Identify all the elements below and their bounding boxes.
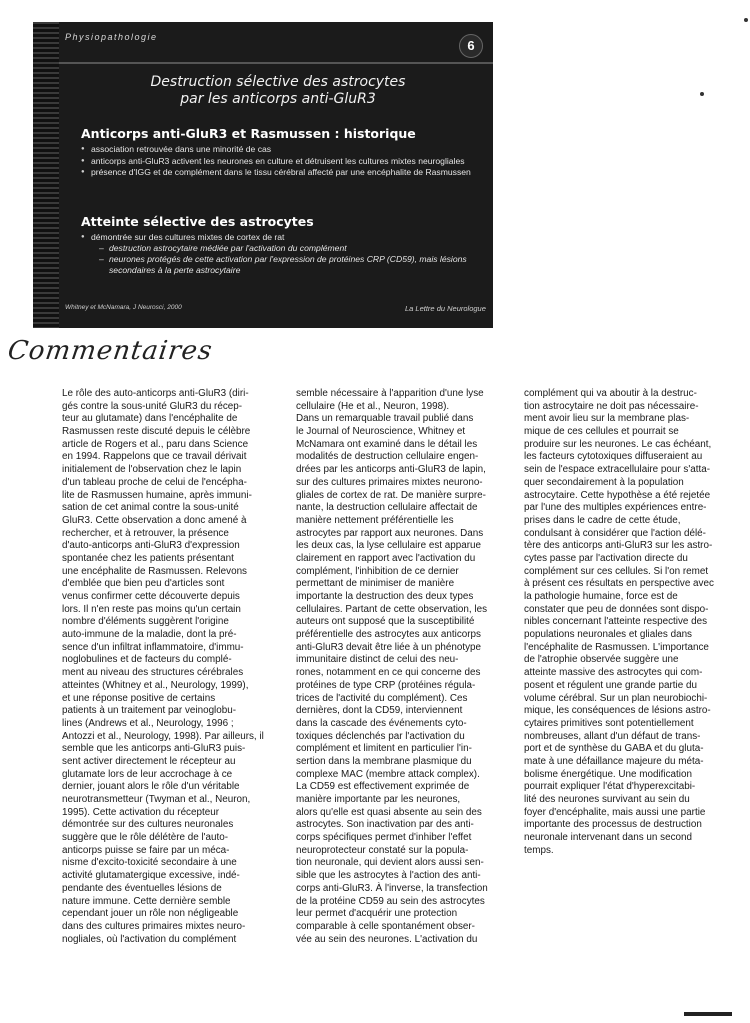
slide-topic: Physiopathologie [65, 32, 158, 42]
article-line: anti-GluR3 devait être liée à un phénotype [296, 641, 482, 653]
article-line: semble que les anticorps anti-GluR3 puis- [62, 743, 246, 755]
article-line: tion astrocytaire ne doit pas nécessaire- [524, 400, 699, 412]
slide-source: La Lettre du Neurologue [405, 304, 486, 313]
article-line: sence d'un infiltrat inflammatoire, d'immu- [62, 641, 244, 653]
article-line: gliales de cortex de rat. De manière surpre- [296, 489, 486, 501]
slide-bullet: ● anticorps anti-GluR3 activent les neurones en culture et détruisent les cultures mixtes neurogliales [81, 156, 481, 167]
article-line: ment au niveau des structures cérébrales [62, 667, 244, 679]
slide-divider [59, 62, 493, 64]
slide-sub-bullet: – neurones protégés de cette activation par l'expression de protéines CRP (CD59), mais lésions secondaires à la perte astrocytaire [99, 254, 481, 275]
article-column-3 [524, 388, 738, 857]
article-line: atteintes (Whitney et al., Neurology, 1999), [62, 679, 249, 691]
article-line: Antozzi et al., Neurology, 1998). Par ailleurs, il [62, 730, 264, 742]
article-line: cytes passe par l'activation directe du [524, 552, 688, 564]
slide-title [93, 74, 463, 108]
article-line: trices de l'activité du complément). Ces [296, 692, 468, 704]
article-line: d'un tableau proche de celui de l'encépha- [62, 476, 247, 488]
article-line: cellulaires. Partant de cette observation, les [296, 603, 488, 615]
article-line: d'auto-anticorps anti-GluR3 d'expression [62, 540, 240, 552]
article-line: sation de cet animal contre la sous-unité [62, 502, 239, 514]
article-line: bolisme énergétique. Une modification [524, 768, 692, 780]
article-line: prises dans le cadre de cette étude, [524, 514, 681, 526]
slide-number-badge: 6 [459, 34, 483, 58]
article-line: clairement en rapport avec l'activation du [296, 552, 476, 564]
article-line: nisme d'excito-toxicité secondaire à une [62, 857, 237, 869]
article-line: importante la destruction des deux types [296, 591, 474, 602]
article-line: posent et régulent une grande partie du [524, 679, 697, 691]
article-line: GluR3. Cette observation a donc amené à [62, 514, 247, 526]
article-line: gés contre la sous-unité GluR3 du récep- [62, 400, 243, 412]
article-line: sur des cultures primaires mixtes neurono- [296, 476, 483, 488]
article-line: 1995). Cette activation du récepteur [62, 806, 219, 818]
article-line: rechercher, et à retrouver, la présence [62, 527, 229, 539]
article-line: protéines de type CRP (protéines régula- [296, 679, 476, 691]
article-line: astrocytes par rapport aux neurones. Dans [296, 527, 484, 539]
article-line: port et de synthèse du GABA et du gluta- [524, 743, 704, 755]
article-line: mate à une défaillance majeure du méta- [524, 755, 704, 767]
article-line: lines (Andrews et al., Neurology, 1996 ; [62, 717, 234, 729]
article-line: suggère que le rôle délétère de l'auto- [62, 832, 229, 844]
article-line: de l'atrophie observée suggère une [524, 654, 679, 666]
article-line: complément sur ces cellules. Si l'on remet [524, 565, 709, 577]
article-line: de la protéine CD59 au sein des astrocytes [296, 895, 485, 907]
article-line: corps spécifiques permet d'inhiber l'effet [296, 832, 472, 844]
slide-sub-list [91, 243, 481, 276]
article-line: patients à un traitement par veinoglobu- [62, 705, 237, 717]
article-line: vée au sein des neurones. L'activation du [296, 933, 478, 945]
article-line: les facteurs cytotoxiques diffuseraient au [524, 451, 703, 463]
article-line: rones, notamment en ce qui concerne des [296, 667, 481, 679]
slide-bullet: ● association retrouvée dans une minorité de cas [81, 144, 481, 155]
slide-film-strip [33, 22, 59, 328]
article-line: sent activer directement le récepteur au [62, 755, 236, 767]
article-line: tère des anticorps anti-GluR3 sur les astro- [524, 540, 713, 552]
article-line: corps anti-GluR3. À l'inverse, la transfection [296, 882, 488, 894]
article-line: cependant jouer un rôle non négligeable [62, 908, 239, 920]
article-line: produire sur les neurones. Le cas échéant, [524, 438, 712, 450]
article-line: McNamara ont examiné dans le détail les [296, 438, 478, 450]
article-line: mique de ces cellules et pourrait se [524, 426, 679, 438]
article-line: La CD59 est effectivement exprimée de [296, 781, 470, 793]
article-line: activité glutamatergique excessive, indé- [62, 870, 240, 882]
article-line: toxiques déclenchés par l'activation du [296, 730, 465, 742]
article-line: nature immune. Cette dernière semble [62, 895, 231, 907]
article-line: à présent ces résultats en perspective avec [524, 578, 714, 590]
article-line: complément qui va aboutir à la destruc- [524, 388, 697, 399]
article-line: semble nécessaire à l'apparition d'une lyse [296, 388, 484, 399]
article-line: complément et limitent en particulier l'in- [296, 743, 472, 755]
slide-section-heading: Anticorps anti-GluR3 et Rasmussen : historique [81, 126, 416, 141]
article-line: article de Rogers et al., paru dans Science [62, 438, 249, 450]
article-line: et une réponse positive de certains [62, 692, 216, 704]
article-line: permettant de minimiser de manière [296, 578, 455, 590]
article-line: l'encéphalite de Rasmussen. L'importance [524, 641, 709, 653]
article-line: complexe MAC (membre attack complex). [296, 768, 480, 780]
article-line: neurotransmetteur (Twyman et al., Neuron, [62, 794, 251, 805]
article-line: cytaires primitives sont potentiellement [524, 717, 694, 729]
article-line: cellulaire (He et al., Neuron, 1998). [296, 400, 450, 412]
article-line: comparable à celle spontanément obser- [296, 920, 475, 932]
slide-bullet-list [81, 232, 481, 276]
article-line: nombre d'éléments suggèrent l'origine [62, 616, 229, 628]
slide-sub-bullet: – destruction astrocytaire médiée par l'activation du complément [99, 243, 481, 254]
article-line: sein de l'espace extracellulaire pour s'atta- [524, 464, 711, 476]
article-line: Rasmussen reste discuté depuis le célèbre [62, 426, 251, 438]
article-line: auteurs ont supposé que la susceptibilité [296, 616, 475, 628]
article-line: neuroprotecteur constaté sur la popula- [296, 844, 469, 856]
scan-speck [744, 18, 748, 22]
slide-citation: Whitney et McNamara, J Neurosci, 2000 [65, 304, 182, 311]
article-line: nante, la destruction cellulaire affectait de [296, 502, 478, 514]
article-line: astrocytaire. Cette hypothèse a été rejetée [524, 489, 711, 501]
slide-section-heading: Atteinte sélective des astrocytes [81, 214, 314, 229]
article-line: dans la cascade des événements cyto- [296, 717, 467, 729]
article-line: initialement de l'observation chez le lapin [62, 464, 242, 476]
article-line: lité des neurones survivant au sein du [524, 794, 690, 805]
article-line: dernières, dont la CD59, interviennent [296, 705, 463, 717]
article-line: noglobulines et de facteurs du complé- [62, 654, 232, 666]
article-line: venus confirmer cette découverte depuis [62, 591, 240, 602]
page-corner-mark [684, 1012, 732, 1016]
article-line: spontanée chez les patients présentant [62, 552, 234, 564]
article-line: modalités de destruction cellulaire engen- [296, 451, 479, 463]
slide-image [33, 22, 493, 328]
article-line: sible que les astrocytes à l'action des anti- [296, 870, 481, 882]
scan-speck [700, 92, 704, 96]
article-line: complément, l'inhibition de ce dernier [296, 565, 459, 577]
article-line: immunitaire distinct de celui des neu- [296, 654, 459, 666]
article-line: glutamate lors de leur accrochage à ce [62, 768, 233, 780]
article-line: leur permet d'acquérir une protection [296, 908, 458, 920]
slide-bullet [81, 232, 481, 275]
article-line: une encéphalite de Rasmussen. Relevons [62, 565, 247, 577]
article-line: anticorps puisse se faire par un méca- [62, 844, 230, 856]
article-line: teur au glutamate) dans l'encéphalite de [62, 413, 238, 425]
article-line: en 1994. Rappelons que ce travail dérivait [62, 451, 247, 463]
slide-title-line: par les anticorps anti-GluR3 [180, 91, 376, 107]
article-line: Le rôle des auto-anticorps anti-GluR3 (diri- [62, 388, 249, 399]
article-line: importante des processus de destruction [524, 819, 702, 831]
slide-bullet-text: démontrée sur des cultures mixtes de cortex de rat [91, 232, 285, 242]
article-line: manière importante par les neurones, [296, 794, 461, 805]
article-line: lite de Rasmussen humaine, après immuni- [62, 489, 252, 501]
article-line: constater que peu de données sont dispo- [524, 603, 709, 615]
article-line: Dans un remarquable travail publié dans [296, 413, 474, 425]
article-line: dernier, jouant alors le rôle d'un véritable [62, 781, 240, 793]
article-line: le Journal of Neuroscience, Whitney et [296, 426, 466, 438]
article-line: auto-immune de la maladie, dont la pré- [62, 629, 237, 641]
slide-title-line: Destruction sélective des astrocytes [150, 74, 406, 90]
article-line: lors. Il n'en reste pas moins qu'un certain [62, 603, 241, 615]
article-line: nogliales, où l'activation du complément [62, 933, 237, 945]
article-line: manière nettement préférentielle les [296, 514, 454, 526]
article-line: d'emblée que bien peu d'articles sont [62, 578, 225, 590]
article-line: volume cérébral. Sur un plan neurobiochi- [524, 692, 708, 704]
article-line: drées par les anticorps anti-GluR3 de lapin, [296, 464, 486, 476]
article-line: par l'une des multiples expériences entre- [524, 502, 707, 514]
article-line: pourrait expliquer l'état d'hyperexcitabi- [524, 781, 696, 793]
article-column-1 [62, 388, 286, 946]
article-line: tion neuronale, qui devient alors aussi sen- [296, 857, 484, 869]
article-column-2 [296, 388, 510, 946]
article-line: temps. [524, 844, 554, 856]
article-line: nibles concernant l'atteinte respective des [524, 616, 708, 628]
article-line: neuronale intervenant dans un second [524, 832, 693, 844]
article-line: nombreuses, allant d'un défaut de trans- [524, 730, 701, 742]
article-line: la pathologie humaine, force est de [524, 591, 678, 602]
article-line: sertion dans la membrane plasmique du [296, 755, 472, 767]
article-line: préférentielle des astrocytes aux anticorps [296, 629, 481, 641]
article-line: foyer d'encéphalite, mais aussi une partie [524, 806, 706, 818]
article-line: démontrée sur des cultures neuronales [62, 819, 234, 831]
article-line: ment avoir lieu sur la membrane plas- [524, 413, 690, 425]
article-line: les deux cas, la lyse cellulaire est apparue [296, 540, 481, 552]
article-line: atteinte massive des astrocytes qui com- [524, 667, 703, 679]
article-line: alors qu'elle est quasi absente au sein des [296, 806, 482, 818]
article-line: populations neuronales et gliales dans [524, 629, 692, 641]
article-line: pendante des éventuelles lésions de [62, 882, 222, 894]
article-line: condulsant à considérer que l'action délé- [524, 527, 706, 539]
article-line: mique, les conséquences de lésions astro- [524, 705, 711, 717]
article-line: dans des cultures primaires mixtes neuro- [62, 920, 246, 932]
article-line: astrocytes. Son inactivation par des anti- [296, 819, 474, 831]
article-line: quer secondairement à la population [524, 476, 684, 488]
handwritten-heading: Commentaires [5, 336, 215, 366]
slide-bullet: ● présence d'IGG et de complément dans le tissu cérébral affecté par une encéphalite de Rasmussen [81, 167, 481, 178]
slide-bullet-list [81, 144, 481, 179]
